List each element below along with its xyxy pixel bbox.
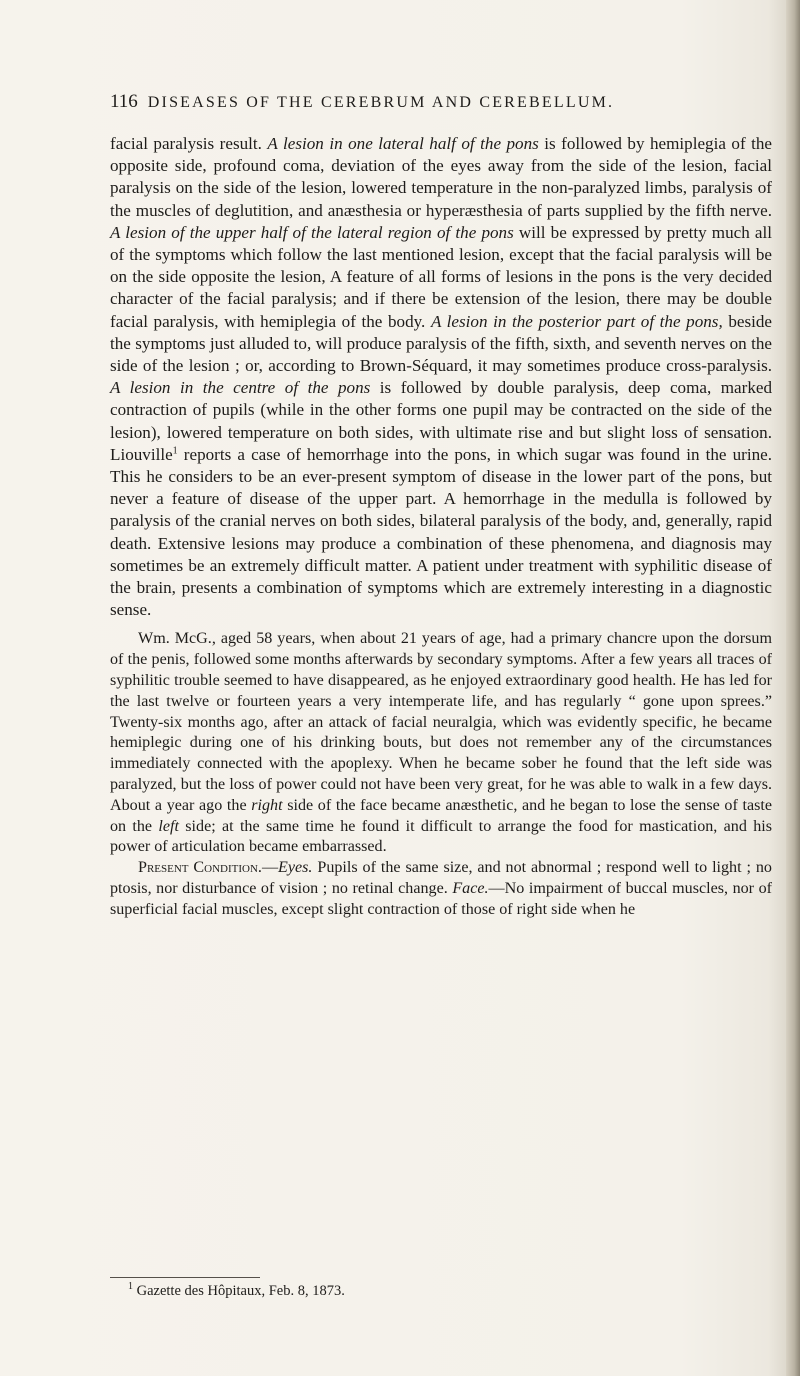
italic-run: Face.: [452, 880, 489, 898]
text-run: reports a case of hemorrhage into the pons, in which sugar was found in the urine. This he considers to be an ever-present symptom of disease in the lower part of the pons, but never a feature of disease of the upper part. A hemorrhage in the medulla is followed by paralysis of the cranial nerves on both sides, bilateral paralysis of the body, and, generally, rapid death. Extensive lesions may produce a combination of these phenomena, and diagnosis may sometimes be an extremely difficult matter. A patient under treatment with syphilitic disease of the brain, presents a combination of symptoms which are extremely interesting in a diagnostic sense.: [110, 444, 772, 620]
page-number: 116: [110, 91, 138, 112]
text-run: facial paralysis result.: [110, 134, 268, 153]
italic-run: right: [251, 796, 283, 814]
running-header: [110, 91, 750, 113]
paragraph-case-history: [110, 629, 772, 858]
section-heading: Present Condition.: [138, 859, 262, 877]
text-run: Wm. McG., aged 58 years, when about 21 years of age, had a primary chancre upon the dorsum of the penis, followed some months afterwards by secondary symptoms. After a few years all traces of syphilitic trouble seemed to have disappeared, as he enjoyed extraordinary good health. He has led for the last twelve or fourteen years a very intemperate life, and has regularly “ gone upon sprees.” Twenty-six months ago, after an attack of facial neuralgia, which was evidently specific, he became hemiplegic during one of his drinking bouts, but does not remember any of the circumstances immediately connected with the apoplexy. When he became sober he found that the left side was paralyzed, but the loss of power could not have been very great, for he was able to walk in a few days. About a year ago the: [110, 630, 772, 814]
text-run: —: [261, 859, 279, 877]
italic-run: left: [158, 817, 179, 835]
page-edge: [786, 0, 800, 1376]
text-run: side of the face became anæsthetic, and he began to lose the sense of taste on the: [110, 796, 772, 835]
paragraph-present-condition: [110, 858, 772, 920]
footnote-marker: 1: [128, 1281, 133, 1293]
paragraph-pons-lesions: [110, 133, 772, 621]
text-run: side; at the same time he found it difficult to arrange the food for mastication, and his power of articulation became embarrassed.: [110, 817, 772, 856]
italic-run: A lesion in the centre of the pons: [110, 378, 371, 398]
text-run: beside the symptoms just alluded to, will produce paralysis of the fifth, sixth, and seventh nerves on the side of the lesion ; or, according to Brown-Séquard, it may sometimes produce cross-paralysis.: [110, 311, 772, 376]
italic-run: Eyes.: [278, 859, 313, 877]
italic-run: A lesion of the upper half of the lateral region of the pons: [110, 222, 514, 242]
text-run: —No impairment of buccal muscles, nor of superficial facial muscles, except slight contraction of those of right side when he: [110, 880, 772, 918]
text-run: is followed by hemiplegia of the opposite side, profound coma, deviation of the eyes away from the side of the lesion, facial paralysis on the side of the lesion, lowered temperature in the non-paralyzed limbs, paralysis of the muscles of deglutition, and anæsthesia or hyperæsthesia of parts supplied by the fifth nerve.: [110, 134, 772, 220]
running-title: DISEASES OF THE CEREBRUM AND CEREBELLUM.: [147, 94, 615, 111]
italic-run: A lesion in one lateral half of the pons: [267, 134, 539, 153]
footnote: [128, 1282, 768, 1300]
body-text: [110, 133, 772, 921]
italic-run: A lesion in the posterior part of the pons,: [430, 311, 723, 331]
text-run: will be expressed by pretty much all of the symptoms which follow the last mentioned lesion, except that the facial paralysis will be on the side opposite the lesion, A feature of all forms of lesions in the pons is the very decided character of the facial paralysis; and if there be extension of the lesion, there may be double facial paralysis, with hemiplegia of the body.: [110, 222, 772, 331]
footnote-rule: [110, 1277, 260, 1278]
text-run: Pupils of the same size, and not abnormal ; respond well to light ; no ptosis, nor disturbance of vision ; no retinal change.: [110, 859, 772, 898]
footnote-text: Gazette des Hôpitaux, Feb. 8, 1873.: [133, 1283, 345, 1299]
footnote-reference: 1: [172, 445, 178, 457]
text-run: is followed by double paralysis, deep coma, marked contraction of pupils (while in the other forms one pupil may be contracted on the side of the lesion), lowered temperature on both sides, with ultimate rise and but slight loss of sensation. Liouville: [110, 378, 773, 464]
